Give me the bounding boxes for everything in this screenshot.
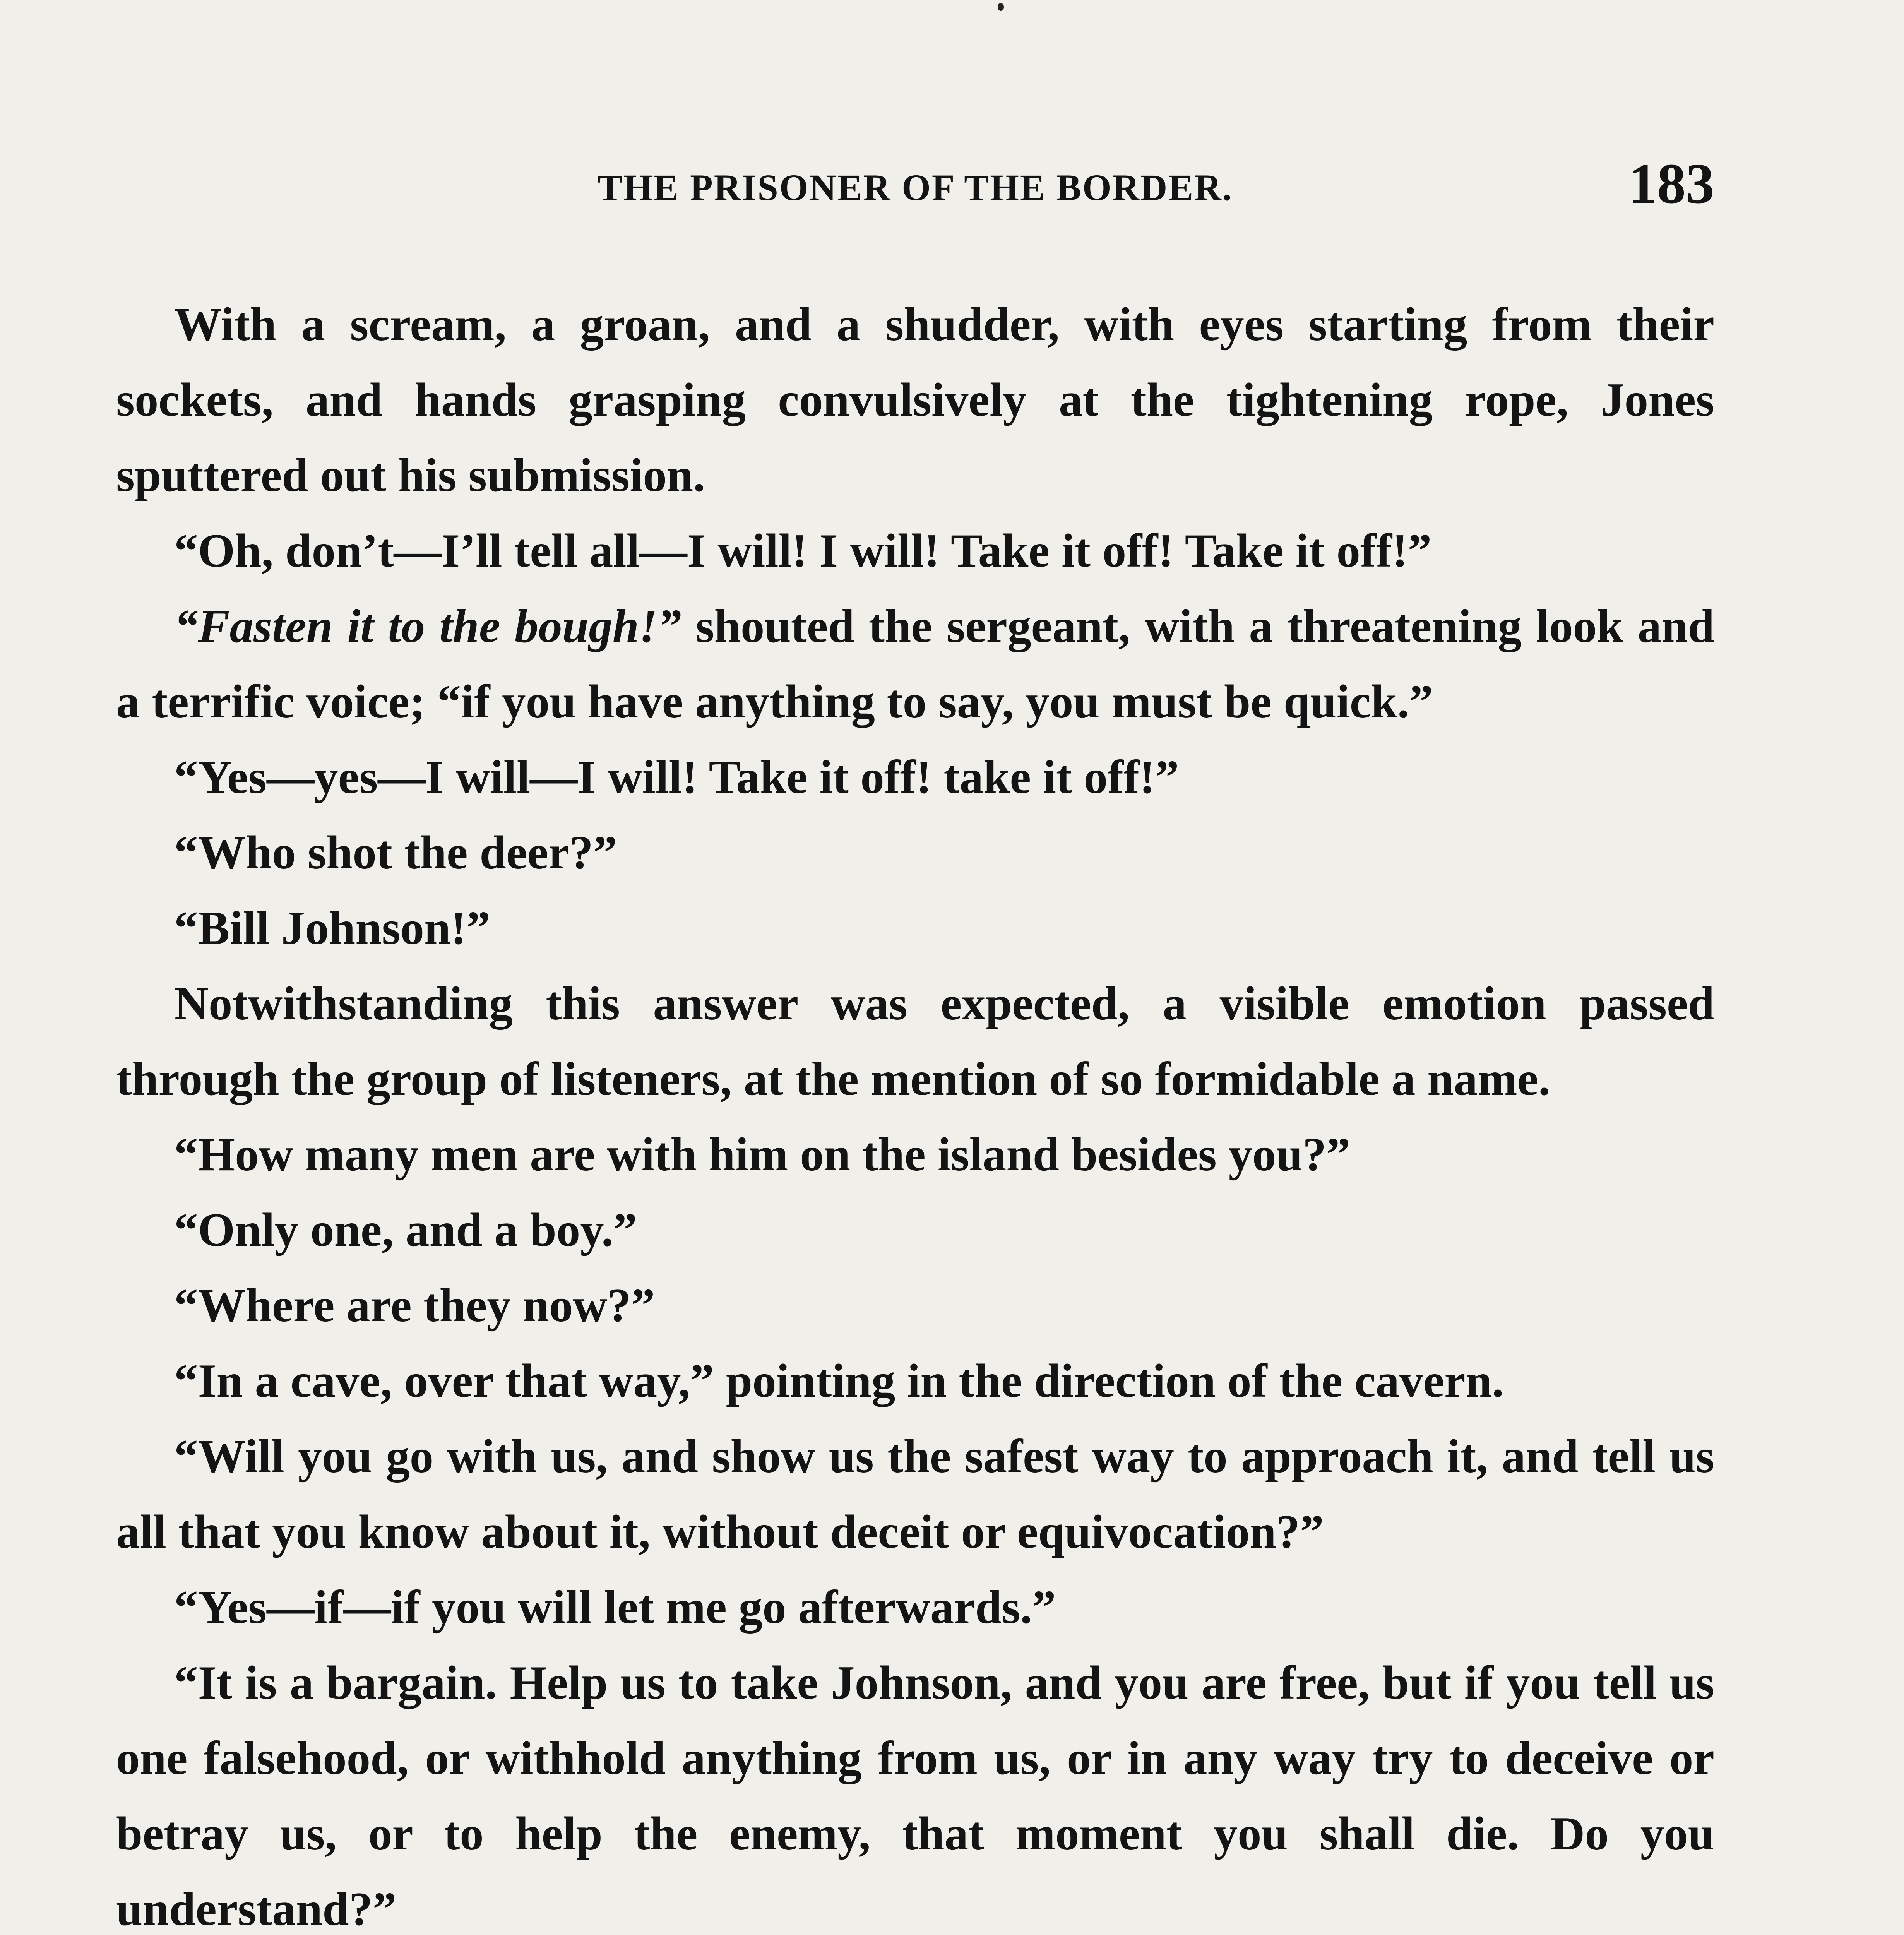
running-title: THE PRISONER OF THE BORDER. [598,167,1233,208]
paragraph [116,588,1714,739]
page-header [116,152,1714,238]
print-speck [998,3,1004,11]
paragraph: “Will you go with us, and show us the safest way to approach it, and tell us all that you know about it, without deceit or equivocation?” [116,1430,1714,1558]
paragraph: “Who shot the deer?” [174,826,617,879]
paragraph: “Bill Johnson!” [174,901,490,954]
paragraph: “How many men are with him on the island besides you?” [174,1128,1350,1181]
paragraph: “It is a bargain. Help us to take Johnson, and you are free, but if you tell us one falsehood, or withhold anything from us, or in any way try to deceive or betray us, or to help the enemy, that moment you shall die. Do you understand?” [116,1656,1714,1935]
paragraph: “Where are they now?” [174,1279,655,1332]
italic-exclamation: “Fasten it to the bough!” [174,599,681,652]
paragraph-continuation: shouted the sergeant, with a threatening look and a terrific voice; “if you have anything to say, you must be quick.” [116,599,1714,728]
paragraph: Notwithstanding this answer was expected, a visible emotion passed through the group of listeners, at the mention of so formidable a name. [116,977,1714,1105]
paragraph: “In a cave, over that way,” pointing in the direction of the cavern. [174,1354,1504,1407]
paragraph: With a scream, a groan, and a shudder, with eyes starting from their sockets, and hands grasping convulsively at the tightening rope, Jones sputtered out his submission. [116,298,1714,502]
paragraph: “Oh, don’t—I’ll tell all—I will! I will! Take it off! Take it off!” [174,524,1432,577]
paragraph: “Only one, and a boy.” [174,1203,637,1256]
paragraph: “Yes—yes—I will—I will! Take it off! take it off!” [174,750,1179,803]
page-number: 183 [1628,152,1714,216]
paragraph: “Yes—if—if you will let me go afterwards.” [174,1581,1056,1634]
body-text [116,286,1714,1935]
